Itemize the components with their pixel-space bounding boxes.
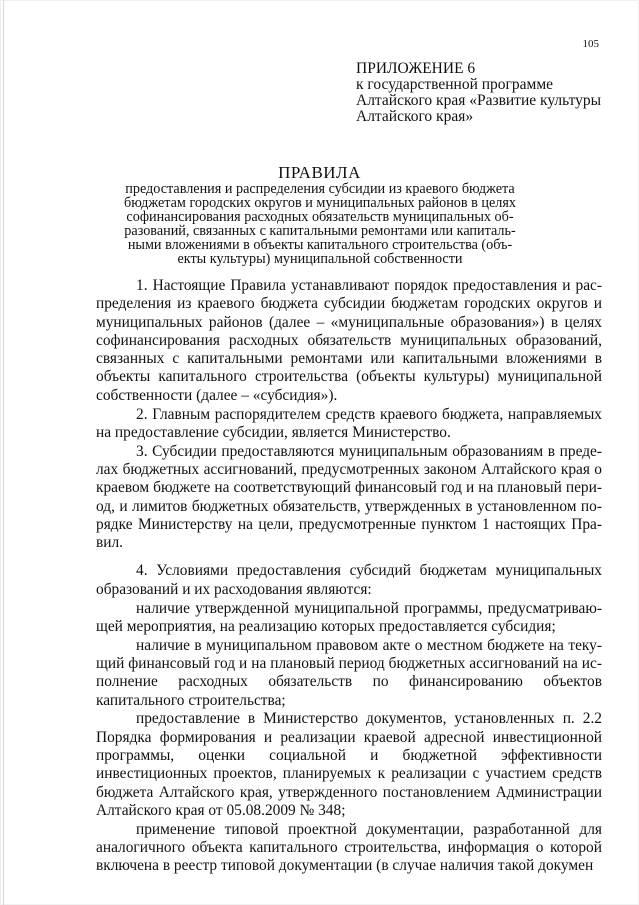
appendix-header: [356, 61, 616, 125]
subtitle-line: ными вложениями в объекты капитального строительства (объ-: [127, 237, 513, 253]
subtitle-line: софинансирования расходных обязательств муниципальных об-: [126, 209, 514, 225]
paragraph-1: 1. Настоящие Правила устанавливают порядок предоставления и распределения из краевого бюджета субсидии бюджетам городских округов и муниципальных районов (далее – «муниципальные образования») в целях софинансирования расходных обязательств муниципальных образований, связанных с капитальными ремонтами или капитальными вложениями в объекты капитального строительства (объекты культуры) муниципальной собственности (далее – «субсидия»).: [96, 277, 602, 404]
condition-2: наличие в муниципальном правовом акте о местном бюджете на текущий финансовый год и на плановый период бюджетных ассигнований на исполнение расходных обязательств по финансированию объектов капитального строительства;: [96, 636, 602, 709]
paragraph-3: 3. Субсидии предоставляются муниципальным образованиям в пределах бюджетных ассигнований, предусмотренных законом Алтайского края о краевом бюджете на соответствующий финансовый год и на плановый период, и лимитов бюджетных обязательств, утвержденных в установленном порядке Министерству на цели, предусмотренные пунктом 1 настоящих Правил.: [96, 442, 602, 552]
condition-3: предоставление в Министерство документов, установленных п. 2.2 Порядка формирования и реализации краевой адресной инвестиционной программы, оценки социальной и бюджетной эффективности инвестиционных проектов, планируемых к реализации с участием средств бюджета Алтайского края, утвержденного постановлением Администрации Алтайского края от 05.08.2009 № 348;: [96, 710, 602, 819]
page-number: 105: [582, 38, 599, 50]
document-title: ПРАВИЛА: [278, 163, 361, 182]
document-body: [96, 277, 602, 876]
appendix-line: к государственной программе: [356, 76, 554, 93]
subtitle-line: екты культуры) муниципальной собственности: [177, 251, 463, 267]
appendix-line: ПРИЛОЖЕНИЕ 6: [356, 60, 476, 77]
appendix-line: Алтайского края «Развитие культуры: [356, 92, 602, 109]
paragraph-2: 2. Главным распорядителем средств краевого бюджета, направляемых на предоставление субсидии, является Министерство.: [96, 405, 602, 441]
subtitle-line: бюджетам городских округов и муниципальных районов в целях: [124, 195, 516, 211]
subtitle-line: разований, связанных с капитальными ремонтами или капиталь-: [124, 223, 516, 239]
condition-4: применение типовой проектной документации, разработанной для аналогичного объекта капитального строительства, информация о которой включена в реестр типовой документации (в случае наличия такой докумен: [96, 820, 602, 875]
paragraph-4: 4. Условиями предоставления субсидий бюджетам муниципальных образований и их расходования являются:: [96, 562, 602, 598]
appendix-line: Алтайского края»: [356, 108, 474, 125]
subtitle-line: предоставления и распределения субсидии из краевого бюджета: [125, 181, 515, 197]
scan-edge-line: [3, 0, 4, 905]
document-subtitle: [120, 182, 520, 266]
condition-1: наличие утвержденной муниципальной программы, предусматривающей мероприятия, на реализацию которых предоставляется субсидия;: [96, 599, 602, 635]
